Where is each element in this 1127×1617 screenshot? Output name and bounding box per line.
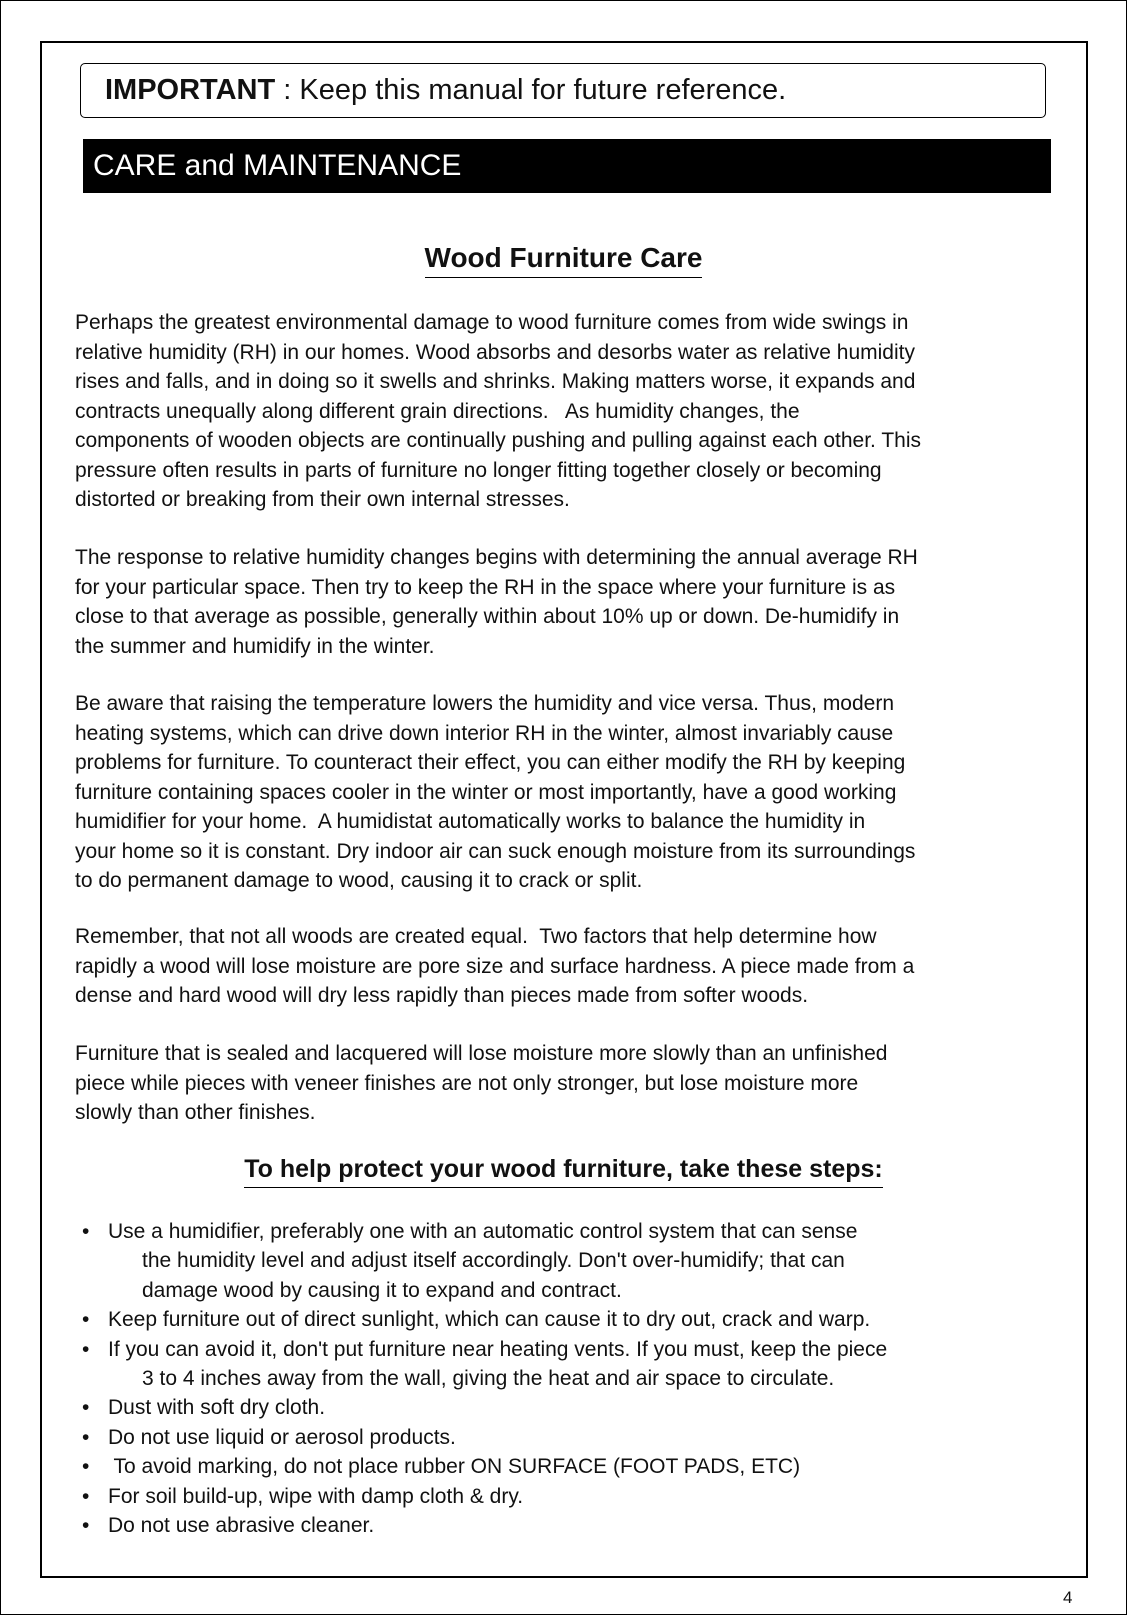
steps-list [82, 1217, 887, 1540]
paragraph-3 [75, 689, 915, 896]
list-item-text: Do not use liquid or aerosol products. [108, 1425, 456, 1449]
paragraph-line: dense and hard wood will dry less rapidly than pieces made from softer woods. [75, 984, 809, 1007]
list-item [82, 1217, 887, 1246]
list-item-continuation: 3 to 4 inches away from the wall, giving the heat and air space to circulate. [142, 1367, 835, 1391]
bullet-icon: • [82, 1337, 90, 1361]
paragraph-line: Remember, that not all woods are created equal. Two factors that help determine how [75, 925, 877, 948]
paragraph-line: your home so it is constant. Dry indoor air can suck enough moisture from its surroundings [75, 839, 916, 863]
paragraph-line: the summer and humidify in the winter. [75, 634, 435, 658]
list-item [82, 1452, 887, 1481]
paragraph-line: slowly than other finishes. [75, 1101, 316, 1124]
paragraph-line: rises and falls, and in doing so it swells and shrinks. Making matters worse, it expands and [75, 370, 916, 393]
paragraph-line: close to that average as possible, generally within about 10% up or down. De-humidify in [75, 605, 900, 628]
important-text: : Keep this manual for future reference. [275, 74, 787, 106]
paragraph-line: for your particular space. Then try to keep the RH in the space where your furniture is as [75, 575, 896, 599]
bullet-icon: • [82, 1484, 90, 1508]
important-label: IMPORTANT [105, 74, 276, 106]
paragraph-2 [75, 543, 918, 661]
paragraph-line: problems for furniture. To counteract their effect, you can either modify the RH by keeping [75, 751, 906, 774]
steps-heading: To help protect your wood furniture, take these steps: [0, 1155, 1127, 1184]
paragraph-line: Be aware that raising the temperature lowers the humidity and vice versa. Thus, modern [75, 692, 895, 715]
list-item-continuation: damage wood by causing it to expand and contract. [142, 1278, 622, 1302]
list-item-text: To avoid marking, do not place rubber ON SURFACE (FOOT PADS, ETC) [108, 1455, 801, 1479]
list-item-text: Keep furniture out of direct sunlight, which can cause it to dry out, crack and warp. [108, 1308, 871, 1332]
list-item [82, 1335, 887, 1364]
list-item [82, 1423, 887, 1452]
paragraph-line: The response to relative humidity changes begins with determining the annual average RH [75, 546, 918, 569]
paragraph-line: Furniture that is sealed and lacquered will lose moisture more slowly than an unfinished [75, 1042, 888, 1065]
page-number: 4 [1063, 1588, 1073, 1607]
list-item-text: If you can avoid it, don't put furniture near heating vents. If you must, keep the piece [108, 1337, 888, 1361]
bullet-icon: • [82, 1425, 90, 1449]
bullet-icon: • [82, 1396, 90, 1420]
paragraph-5 [75, 1039, 887, 1128]
list-item-text: Do not use abrasive cleaner. [108, 1514, 375, 1538]
paragraph-1 [75, 308, 921, 515]
list-item [82, 1393, 887, 1422]
paragraph-4 [75, 922, 914, 1011]
bullet-icon: • [82, 1455, 90, 1479]
important-notice [80, 63, 1046, 118]
list-item [82, 1482, 887, 1511]
paragraph-line: contracts unequally along different grain directions. As humidity changes, the [75, 399, 800, 423]
paragraph-line: to do permanent damage to wood, causing it to crack or split. [75, 869, 643, 892]
list-item-text: Dust with soft dry cloth. [108, 1396, 326, 1420]
paragraph-line: pressure often results in parts of furniture no longer fitting together closely or becoming [75, 458, 882, 482]
page-heading: Wood Furniture Care [0, 242, 1127, 274]
list-item-text: Use a humidifier, preferably one with an automatic control system that can sense [108, 1220, 858, 1243]
paragraph-line: relative humidity (RH) in our homes. Wood absorbs and desorbs water as relative humidity [75, 340, 915, 364]
section-title: CARE and MAINTENANCE [83, 139, 1051, 193]
paragraph-line: furniture containing spaces cooler in the winter or most importantly, have a good working [75, 780, 897, 804]
paragraph-line: heating systems, which can drive down interior RH in the winter, almost invariably cause [75, 721, 894, 745]
paragraph-line: humidifier for your home. A humidistat automatically works to balance the humidity in [75, 810, 866, 833]
list-item-text: For soil build-up, wipe with damp cloth & dry. [108, 1484, 524, 1508]
paragraph-line: piece while pieces with veneer finishes are not only stronger, but lose moisture more [75, 1071, 859, 1095]
list-item [82, 1511, 887, 1540]
list-item-continuation: the humidity level and adjust itself accordingly. Don't over-humidify; that can [142, 1249, 845, 1273]
bullet-icon: • [82, 1220, 90, 1243]
paragraph-line: rapidly a wood will lose moisture are pore size and surface hardness. A piece made from a [75, 954, 915, 978]
bullet-icon: • [82, 1308, 90, 1332]
list-item [82, 1305, 887, 1334]
paragraph-line: distorted or breaking from their own internal stresses. [75, 488, 570, 511]
paragraph-line: Perhaps the greatest environmental damage to wood furniture comes from wide swings in [75, 311, 909, 334]
paragraph-line: components of wooden objects are continually pushing and pulling against each other. This [75, 429, 922, 452]
bullet-icon: • [82, 1514, 90, 1538]
